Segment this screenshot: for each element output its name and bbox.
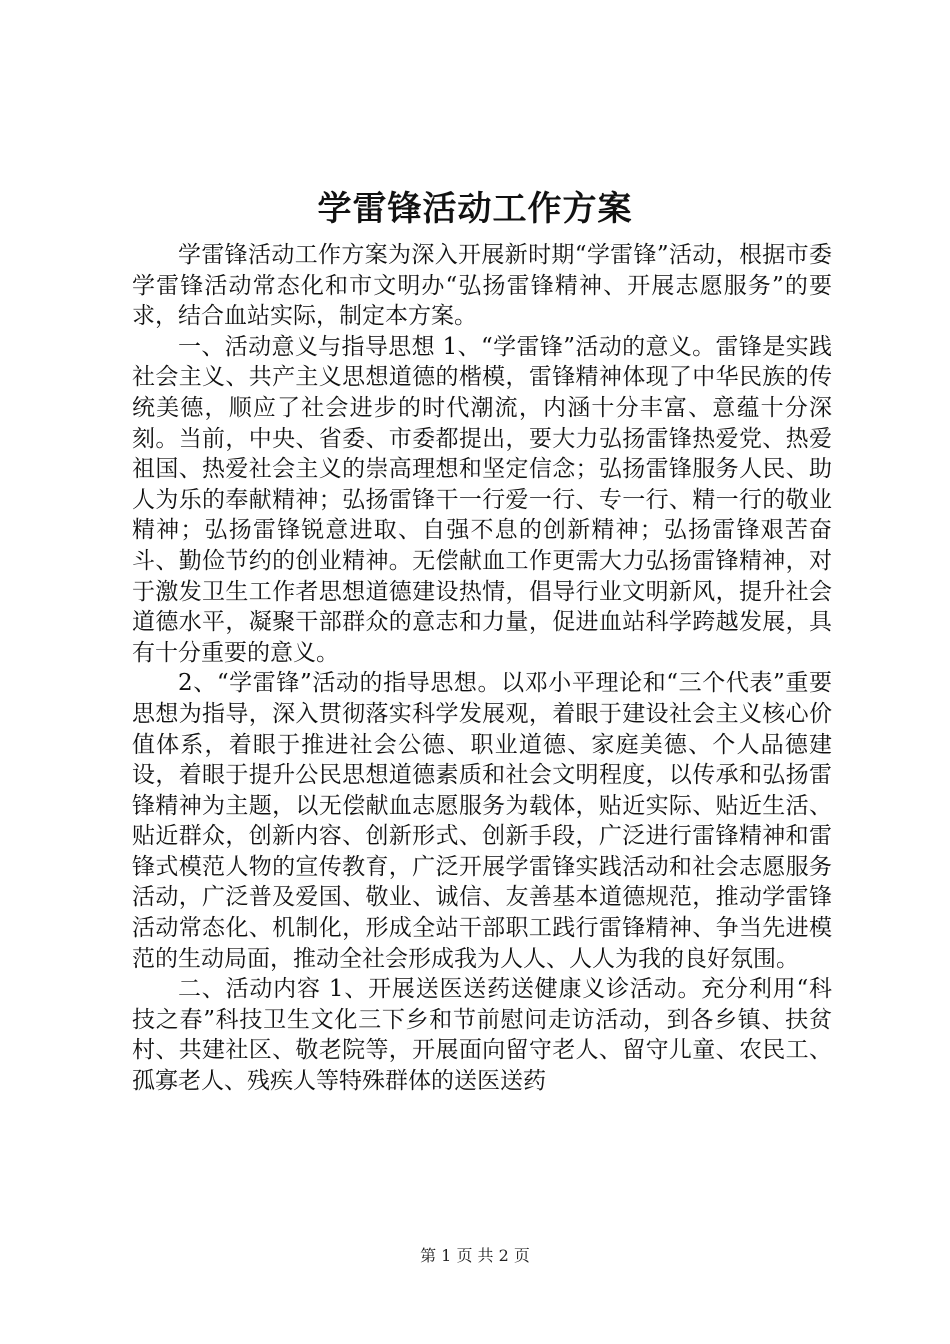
document-title: 学雷锋活动工作方案	[317, 189, 633, 229]
document-body	[132, 240, 832, 1097]
page-footer: 第 1 页 共 2 页	[420, 1246, 530, 1265]
paragraph-guiding-ideology: 2、“学雷锋”活动的指导思想。以邓小平理论和“三个代表”重要思想为指导，深入贯彻落实科学发展观，着眼于建设社会主义核心价值体系，着眼于推进社会公德、职业道德、家庭美德、个人品德建设，着眼于提升公民思想道德素质和社会文明程度，以传承和弘扬雷锋精神为主题，以无偿献血志愿服务为载体，贴近实际、贴近生活、贴近群众，创新内容、创新形式、创新手段，广泛进行雷锋精神和雷锋式模范人物的宣传教育，广泛开展学雷锋实践活动和社会志愿服务活动，广泛普及爱国、敬业、诚信、友善基本道德规范，推动学雷锋活动常态化、机制化，形成全站干部职工践行雷锋精神、争当先进模范的生动局面，推动全社会形成我为人人、人人为我的良好氛围。	[132, 670, 832, 972]
paragraph-intro: 学雷锋活动工作方案为深入开展新时期“学雷锋”活动，根据市委学雷锋活动常态化和市文明办“弘扬雷锋精神、开展志愿服务”的要求，结合血站实际，制定本方案。	[132, 242, 832, 330]
paragraph-significance: 一、活动意义与指导思想 1、“学雷锋”活动的意义。雷锋是实践社会主义、共产主义思想道德的楷模，雷锋精神体现了中华民族的传统美德，顺应了社会进步的时代潮流，内涵十分丰富、意蕴十分深刻。当前，中央、省委、市委都提出，要大力弘扬雷锋热爱党、热爱祖国、热爱社会主义的崇高理想和坚定信念；弘扬雷锋服务人民、助人为乐的奉献精神；弘扬雷锋干一行爱一行、专一行、精一行的敬业精神；弘扬雷锋锐意进取、自强不息的创新精神；弘扬雷锋艰苦奋斗、勤俭节约的创业精神。无偿献血工作更需大力弘扬雷锋精神，对于激发卫生工作者思想道德建设热情，倡导行业文明新风，提升社会道德水平，凝聚干部群众的意志和力量，促进血站科学跨越发展，具有十分重要的意义。	[132, 333, 832, 666]
paragraph-activity-content: 二、活动内容 1、开展送医送药送健康义诊活动。充分利用“科技之春”科技卫生文化三下乡和节前慰问走访活动，到各乡镇、扶贫村、共建社区、敬老院等，开展面向留守老人、留守儿童、农民工、孤寡老人、残疾人等特殊群体的送医送药	[132, 976, 832, 1095]
